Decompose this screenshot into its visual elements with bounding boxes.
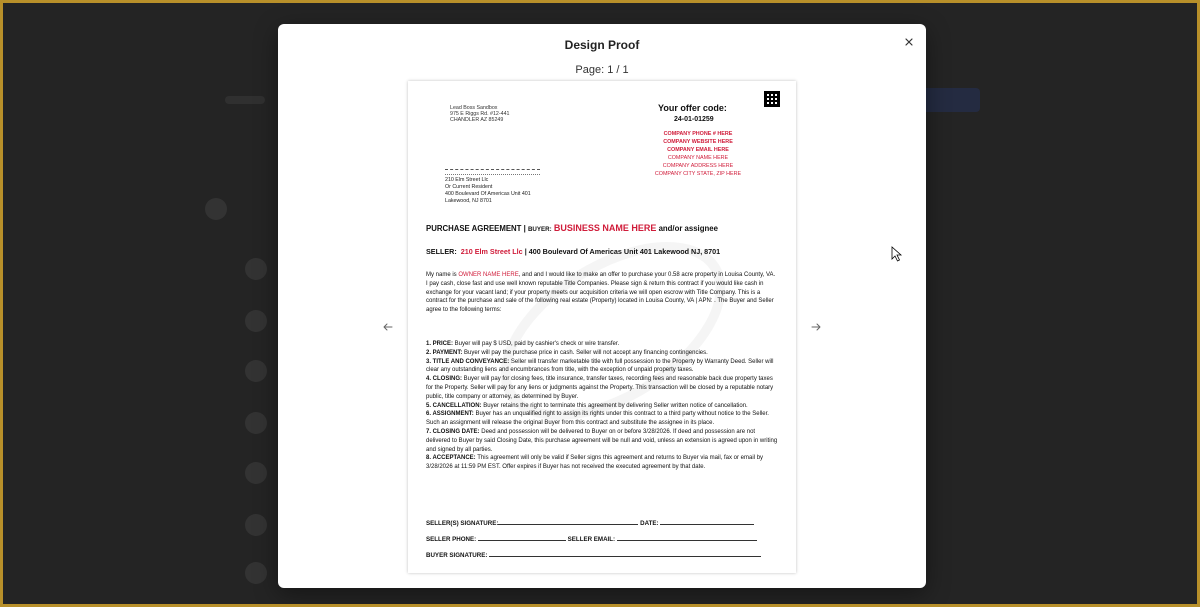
pa-title-suffix: and/or assignee [658, 224, 718, 233]
term-label: 4. CLOSING: [426, 376, 463, 383]
background-avatar [245, 310, 267, 332]
company-phone: COMPANY PHONE # HERE [663, 131, 733, 137]
terms-list [426, 340, 778, 472]
company-name: COMPANY NAME HERE [667, 155, 729, 161]
document-preview [408, 81, 796, 573]
term-text: Buyer will pay the purchase price in cash. Seller will not accept any financing contingencies. [462, 349, 708, 356]
intro-body: , and and I would like to make an offer to purchase your 0.58 acre property in Louisa County, VA. I pay cash, close fast and use well known reputable Title Companies. Please sign & return this contract if you would like cash in exchange for your vacant land; if your property meets our acquisition criteria we will open escrow with Title Company. This is a contract for the purchase and sale of the following real estate (Property) located in Louisa County, VA | APN: . The Buyer and Seller agree to the following terms: [426, 272, 776, 314]
seller-name: 210 Elm Street Llc [460, 247, 523, 256]
seller-line [426, 247, 720, 256]
postal-barcode [445, 169, 540, 175]
background-block [225, 96, 265, 104]
signature-line [660, 518, 754, 525]
recipient-line: Lakewood, NJ 8701 [445, 198, 492, 204]
company-email: COMPANY EMAIL HERE [667, 147, 729, 153]
term-label: 1. PRICE: [426, 341, 454, 347]
signature-line [489, 550, 761, 557]
background-avatar [245, 258, 267, 280]
term-label: 5. CANCELLATION: [426, 402, 482, 409]
term-item [426, 340, 778, 349]
background-avatar [245, 562, 267, 584]
term-item [426, 410, 778, 428]
background-avatar [205, 198, 227, 220]
recipient-address [445, 177, 531, 205]
background-avatar [245, 360, 267, 382]
term-label: 2. PAYMENT: [426, 349, 463, 356]
seller-signature-row [426, 518, 754, 527]
background-avatar [245, 514, 267, 536]
signature-line [498, 518, 638, 525]
buyer-signature-row [426, 550, 761, 559]
term-text: Buyer will pay for closing fees, title insurance, transfer taxes, recording fees and reasonable back due property taxes for the Property. Seller will pay for any liens or judgments against the Property. This transaction will be closed by a reputable notary public, title company or attorney, as determined by Buyer. [426, 376, 774, 400]
modal-title: Design Proof [564, 38, 640, 52]
buyer-name: BUSINESS NAME HERE [553, 223, 657, 233]
term-text: Seller will transfer marketable title with full possession to the Property by Warranty Deed. Seller will clear any outstanding liens and encumbrances from title, with the exception of unpaid property taxes. [426, 358, 774, 374]
return-address-line: Lead Boss Sandbox [450, 105, 498, 111]
seller-contact-row [426, 534, 757, 543]
term-text: Buyer retains the right to terminate this agreement by delivering Seller written notice of cancellation. [481, 402, 748, 409]
seller-signature-label: SELLER(S) SIGNATURE: [426, 520, 499, 527]
next-page-button[interactable] [808, 319, 824, 335]
signature-line [617, 534, 757, 541]
offer-code-title: Your offer code: [658, 103, 727, 113]
term-item [426, 402, 778, 411]
mouse-pointer-icon [891, 246, 903, 262]
background-block [920, 88, 980, 112]
recipient-line: 210 Elm Street Llc [445, 177, 489, 183]
background-avatar [245, 412, 267, 434]
seller-address: | 400 Boulevard Of Americas Unit 401 Lakewood NJ, 8701 [524, 247, 721, 256]
term-item [426, 428, 778, 454]
return-address [450, 105, 509, 123]
close-icon [905, 38, 913, 46]
term-label: 7. CLOSING DATE: [426, 428, 480, 435]
design-proof-modal [278, 24, 926, 588]
pa-title-prefix: PURCHASE AGREEMENT | [426, 224, 528, 233]
arrow-left-icon [383, 322, 393, 332]
offer-code: 24-01-01259 [674, 116, 714, 123]
term-label: 3. TITLE AND CONVEYANCE: [426, 358, 510, 365]
company-info [648, 130, 748, 178]
term-text: Buyer has an unqualified right to assign its rights under this contract to a third party without notice to the Seller. Such an assignment will release the original Buyer from this contract and substitute the assignee in its place. [426, 411, 769, 427]
qr-code-icon [764, 91, 780, 107]
recipient-line: Or Current Resident [445, 184, 493, 190]
term-item [426, 454, 778, 472]
date-label: DATE: [640, 520, 659, 527]
seller-phone-label: SELLER PHONE: [426, 536, 477, 543]
seller-label: SELLER: [426, 247, 457, 256]
purchase-agreement-title [426, 223, 718, 233]
company-city-state-zip: COMPANY CITY STATE, ZIP HERE [654, 171, 742, 177]
return-address-line: CHANDLER AZ 85249 [450, 117, 504, 123]
recipient-line: 400 Boulevard Of Americas Unit 401 [445, 191, 531, 197]
owner-name: OWNER NAME HERE [458, 272, 519, 278]
buyer-label: BUYER: [527, 226, 552, 233]
page-indicator: Page: 1 / 1 [575, 64, 629, 76]
intro-paragraph [426, 271, 778, 315]
term-text: Buyer will pay $ USD, paid by cashier's check or wire transfer. [453, 341, 620, 347]
return-address-line: 975 E Riggs Rd. #12-441 [450, 111, 510, 117]
term-item [426, 375, 778, 401]
term-text: Deed and possession will be delivered to Buyer on or before 3/28/2026. If deed and possession are not delivered to Buyer by said Closing Date, this purchase agreement will be null and void, unless an extension is agreed upon in writing and signed by all parties. [426, 428, 778, 453]
intro-prefix: My name is [426, 272, 457, 278]
seller-email-label: SELLER EMAIL: [567, 536, 616, 543]
background-avatar [245, 462, 267, 484]
buyer-signature-label: BUYER SIGNATURE: [426, 552, 488, 559]
term-item [426, 349, 778, 358]
company-address: COMPANY ADDRESS HERE [662, 163, 734, 169]
company-website: COMPANY WEBSITE HERE [663, 139, 733, 145]
previous-page-button[interactable] [380, 319, 396, 335]
term-label: 6. ASSIGNMENT: [426, 411, 474, 418]
term-label: 8. ACCEPTANCE: [426, 455, 476, 462]
close-button[interactable] [900, 33, 918, 51]
arrow-right-icon [811, 322, 821, 332]
term-item [426, 358, 778, 376]
term-text: This agreement will only be valid if Seller signs this agreement and returns to Buyer via mail, fax or email by 3/28/2026 at 11:59 PM EST. Offer expires if Buyer has not received the executed agreement by that date. [426, 455, 764, 471]
signature-line [478, 534, 566, 541]
